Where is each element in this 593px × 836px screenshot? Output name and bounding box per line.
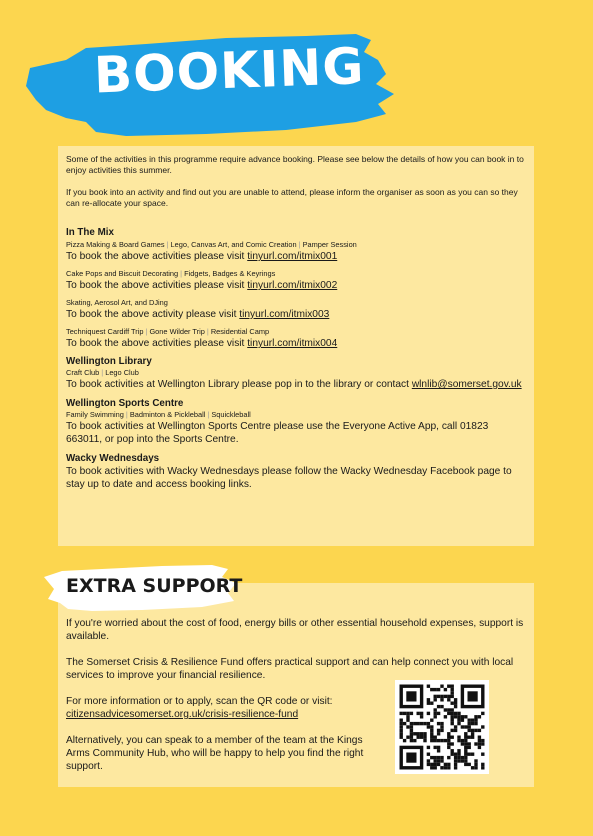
qr-module bbox=[427, 763, 430, 766]
qr-module bbox=[461, 715, 464, 718]
qr-module bbox=[457, 753, 460, 756]
qr-module bbox=[464, 753, 467, 756]
qr-module bbox=[478, 715, 481, 718]
qr-module bbox=[457, 736, 460, 739]
mix-activities bbox=[66, 240, 526, 250]
support-p4: Alternatively, you can speak to a member of the team at the Kings Arms Community Hub, who will be happy to help you find the right support. bbox=[66, 735, 364, 772]
qr-module bbox=[410, 729, 413, 732]
qr-module bbox=[451, 708, 454, 711]
qr-module bbox=[468, 691, 478, 701]
qr-module bbox=[464, 725, 467, 728]
qr-module bbox=[410, 712, 413, 715]
mix-activity: Pizza Making & Board Games bbox=[66, 240, 165, 249]
qr-module bbox=[440, 729, 443, 732]
qr-module bbox=[468, 763, 471, 766]
qr-module bbox=[471, 753, 474, 756]
qr-module bbox=[440, 759, 443, 762]
qr-module bbox=[454, 766, 457, 769]
sports-activities bbox=[66, 410, 526, 420]
library-activity: Lego Club bbox=[105, 368, 139, 377]
qr-module bbox=[447, 695, 450, 698]
qr-module bbox=[447, 763, 450, 766]
qr-module bbox=[417, 732, 420, 735]
qr-module bbox=[447, 739, 450, 742]
qr-module bbox=[451, 712, 454, 715]
separator: | bbox=[125, 410, 128, 419]
qr-module bbox=[444, 695, 447, 698]
qr-module bbox=[444, 715, 447, 718]
qr-module bbox=[437, 712, 440, 715]
qr-module bbox=[434, 759, 437, 762]
qr-module bbox=[461, 742, 464, 745]
qr-module bbox=[464, 742, 467, 745]
qr-module bbox=[474, 742, 477, 745]
support-title: EXTRA SUPPORT bbox=[66, 575, 243, 597]
qr-module bbox=[427, 698, 430, 701]
qr-module bbox=[481, 712, 484, 715]
mix-activities bbox=[66, 327, 526, 337]
qr-module bbox=[440, 698, 443, 701]
qr-module bbox=[457, 712, 460, 715]
qr-module bbox=[406, 753, 416, 763]
qr-module bbox=[434, 736, 437, 739]
qr-module bbox=[400, 719, 403, 722]
sports-activity: Badminton & Pickleball bbox=[129, 410, 206, 419]
qr-module bbox=[451, 722, 454, 725]
mix-group bbox=[66, 327, 526, 350]
qr-module bbox=[440, 756, 443, 759]
qr-module bbox=[461, 719, 464, 722]
qr-module bbox=[454, 702, 457, 705]
qr-module bbox=[434, 715, 437, 718]
qr-module bbox=[457, 739, 460, 742]
support-link[interactable]: citizensadvicesomerset.org.uk/crisis-resilience-fund bbox=[66, 709, 299, 720]
sports-text: To book activities at Wellington Sports Centre please use the Everyone Active App, call 01823 663011, or pop into the Sports Centre. bbox=[66, 421, 489, 445]
qr-module bbox=[447, 698, 450, 701]
qr-module bbox=[440, 695, 443, 698]
qr-module bbox=[410, 736, 413, 739]
qr-module bbox=[430, 702, 433, 705]
qr-module bbox=[451, 742, 454, 745]
mix-booking-link[interactable]: tinyurl.com/itmix002 bbox=[247, 280, 338, 291]
separator: | bbox=[166, 240, 169, 249]
qr-module bbox=[437, 763, 440, 766]
sports-activity: Squickleball bbox=[211, 410, 251, 419]
qr-module bbox=[410, 732, 413, 735]
qr-module bbox=[437, 739, 440, 742]
qr-module bbox=[413, 732, 416, 735]
qr-module bbox=[471, 736, 474, 739]
separator: | bbox=[101, 368, 104, 377]
qr-module bbox=[427, 722, 430, 725]
qr-module bbox=[434, 712, 437, 715]
qr-module bbox=[454, 756, 457, 759]
qr-module bbox=[427, 712, 430, 715]
mix-group bbox=[66, 240, 526, 263]
qr-module bbox=[406, 725, 409, 728]
mix-activity: Cake Pops and Biscuit Decorating bbox=[66, 269, 179, 278]
qr-module bbox=[464, 759, 467, 762]
qr-module bbox=[447, 736, 450, 739]
qr-module bbox=[420, 712, 423, 715]
qr-module bbox=[444, 688, 447, 691]
library-text-body: To book activities at Wellington Library please pop in to the library or contact bbox=[66, 379, 412, 390]
qr-module bbox=[451, 719, 454, 722]
qr-module bbox=[481, 725, 484, 728]
mix-activity: Fidgets, Badges & Keyrings bbox=[184, 269, 276, 278]
qr-module bbox=[440, 739, 443, 742]
qr-module bbox=[423, 736, 426, 739]
qr-module bbox=[451, 695, 454, 698]
qr-module bbox=[437, 695, 440, 698]
qr-module bbox=[430, 688, 433, 691]
mix-booking-body: To book the above activity please visit bbox=[66, 309, 240, 320]
qr-module bbox=[478, 729, 481, 732]
mix-activity: Skating, Aerosol Art, and DJing bbox=[66, 298, 168, 307]
qr-code[interactable] bbox=[395, 680, 489, 774]
wacky-text: To book activities with Wacky Wednesdays please follow the Wacky Wednesday Facebook page to stay up to date and access booking links. bbox=[66, 466, 512, 490]
qr-module bbox=[440, 685, 443, 688]
mix-activities bbox=[66, 269, 526, 279]
qr-module bbox=[471, 766, 474, 769]
mix-activity: Lego, Canvas Art, and Comic Creation bbox=[170, 240, 297, 249]
qr-module bbox=[434, 739, 437, 742]
qr-module bbox=[444, 763, 447, 766]
qr-module bbox=[478, 739, 481, 742]
qr-module bbox=[420, 732, 423, 735]
qr-module bbox=[444, 766, 447, 769]
qr-module bbox=[468, 729, 471, 732]
separator: | bbox=[145, 327, 148, 336]
qr-module bbox=[457, 722, 460, 725]
qr-module bbox=[400, 722, 403, 725]
qr-module bbox=[444, 739, 447, 742]
qr-module bbox=[451, 688, 454, 691]
qr-module bbox=[427, 746, 430, 749]
qr-module bbox=[474, 719, 477, 722]
support-p2: The Somerset Crisis & Resilience Fund offers practical support and can help connect you with local services to improve your financial resilience. bbox=[66, 657, 514, 681]
mix-booking-text bbox=[66, 308, 526, 321]
qr-module bbox=[447, 712, 450, 715]
separator: | bbox=[207, 410, 210, 419]
qr-module bbox=[481, 763, 484, 766]
qr-module bbox=[400, 732, 403, 735]
qr-module bbox=[420, 736, 423, 739]
qr-module bbox=[471, 719, 474, 722]
qr-module bbox=[457, 759, 460, 762]
qr-module bbox=[451, 702, 454, 705]
qr-module bbox=[457, 756, 460, 759]
qr-module bbox=[468, 753, 471, 756]
qr-module bbox=[454, 759, 457, 762]
qr-module bbox=[474, 766, 477, 769]
booking-panel bbox=[58, 146, 534, 546]
qr-module bbox=[420, 715, 423, 718]
qr-module bbox=[481, 739, 484, 742]
qr-module bbox=[468, 722, 471, 725]
booking-title: BOOKING bbox=[93, 37, 366, 105]
qr-module bbox=[430, 739, 433, 742]
qr-module bbox=[478, 746, 481, 749]
qr-module bbox=[434, 763, 437, 766]
qr-module bbox=[461, 759, 464, 762]
qr-module bbox=[427, 753, 430, 756]
mix-booking-text bbox=[66, 337, 526, 350]
qr-module bbox=[437, 746, 440, 749]
qr-module bbox=[454, 705, 457, 708]
qr-module bbox=[430, 756, 433, 759]
qr-module bbox=[447, 685, 450, 688]
separator: | bbox=[206, 327, 209, 336]
library-activities bbox=[66, 368, 526, 378]
mix-booking-body: To book the above activities please visit bbox=[66, 338, 248, 349]
mix-group bbox=[66, 269, 526, 292]
qr-module bbox=[447, 732, 450, 735]
mix-booking-link[interactable]: tinyurl.com/itmix004 bbox=[247, 338, 338, 349]
in-the-mix-title: In The Mix bbox=[66, 227, 114, 238]
qr-module bbox=[457, 749, 460, 752]
qr-module bbox=[437, 705, 440, 708]
sports-title: Wellington Sports Centre bbox=[66, 398, 184, 409]
qr-module bbox=[434, 688, 437, 691]
qr-module bbox=[481, 742, 484, 745]
mix-booking-link[interactable]: tinyurl.com/itmix001 bbox=[247, 251, 338, 262]
qr-module bbox=[454, 753, 457, 756]
support-p3: For more information or to apply, scan the QR code or visit: bbox=[66, 696, 333, 707]
qr-module bbox=[464, 736, 467, 739]
qr-module bbox=[447, 756, 450, 759]
qr-module bbox=[440, 725, 443, 728]
in-the-mix-groups bbox=[66, 240, 526, 350]
qr-module bbox=[447, 708, 450, 711]
library-email-link[interactable]: wlnlib@somerset.gov.uk bbox=[411, 379, 522, 390]
qr-module bbox=[410, 722, 413, 725]
qr-module bbox=[434, 708, 437, 711]
qr-module bbox=[461, 756, 464, 759]
qr-module bbox=[437, 729, 440, 732]
qr-module bbox=[406, 719, 409, 722]
wacky-title: Wacky Wednesdays bbox=[66, 453, 160, 464]
qr-module bbox=[430, 736, 433, 739]
qr-module bbox=[403, 739, 406, 742]
library-title: Wellington Library bbox=[66, 356, 152, 367]
mix-activity: Pamper Session bbox=[302, 240, 357, 249]
mix-group bbox=[66, 298, 526, 321]
qr-module bbox=[423, 739, 426, 742]
qr-module bbox=[430, 763, 433, 766]
qr-module bbox=[474, 729, 477, 732]
qr-module bbox=[481, 753, 484, 756]
qr-module bbox=[437, 722, 440, 725]
separator: | bbox=[180, 269, 183, 278]
qr-module bbox=[471, 732, 474, 735]
qr-module bbox=[454, 763, 457, 766]
qr-module bbox=[427, 685, 430, 688]
qr-module bbox=[403, 722, 406, 725]
qr-module bbox=[403, 712, 406, 715]
qr-module bbox=[440, 722, 443, 725]
qr-module bbox=[434, 698, 437, 701]
qr-module bbox=[454, 715, 457, 718]
qr-module bbox=[468, 746, 471, 749]
qr-module bbox=[434, 746, 437, 749]
qr-module bbox=[437, 688, 440, 691]
qr-module bbox=[413, 739, 416, 742]
qr-module bbox=[427, 702, 430, 705]
support-p1: If you're worried about the cost of food, energy bills or other essential household expenses, support is available. bbox=[66, 618, 524, 642]
mix-activities bbox=[66, 298, 526, 308]
sports-activity: Family Swimming bbox=[66, 410, 124, 419]
qr-module bbox=[464, 749, 467, 752]
qr-module bbox=[437, 732, 440, 735]
qr-module bbox=[417, 722, 420, 725]
qr-module bbox=[427, 759, 430, 762]
qr-module bbox=[410, 725, 413, 728]
mix-booking-body: To book the above activities please visit bbox=[66, 251, 248, 262]
qr-module bbox=[437, 749, 440, 752]
qr-module bbox=[434, 756, 437, 759]
qr-module bbox=[427, 725, 430, 728]
qr-module bbox=[423, 722, 426, 725]
qr-module bbox=[447, 742, 450, 745]
booking-cancel-note: If you book into an activity and find out you are unable to attend, please inform the organiser as soon as you can so they can re-allocate your space. bbox=[66, 187, 518, 208]
qr-module bbox=[451, 736, 454, 739]
qr-module bbox=[457, 715, 460, 718]
qr-module bbox=[474, 715, 477, 718]
qr-module bbox=[454, 725, 457, 728]
qr-module bbox=[440, 766, 443, 769]
qr-module bbox=[437, 756, 440, 759]
library-text bbox=[66, 378, 526, 391]
qr-module bbox=[447, 766, 450, 769]
qr-module bbox=[400, 729, 403, 732]
qr-module bbox=[417, 712, 420, 715]
mix-booking-body: To book the above activities please visit bbox=[66, 280, 248, 291]
qr-module bbox=[464, 732, 467, 735]
qr-module bbox=[451, 685, 454, 688]
qr-module bbox=[413, 722, 416, 725]
qr-module bbox=[451, 729, 454, 732]
qr-module bbox=[474, 759, 477, 762]
qr-module bbox=[468, 742, 471, 745]
qr-module bbox=[464, 715, 467, 718]
qr-module bbox=[468, 719, 471, 722]
qr-module bbox=[447, 746, 450, 749]
mix-booking-link[interactable]: tinyurl.com/itmix003 bbox=[239, 309, 330, 320]
separator: | bbox=[298, 240, 301, 249]
mix-booking-text bbox=[66, 250, 526, 263]
qr-module bbox=[430, 729, 433, 732]
qr-module bbox=[423, 732, 426, 735]
qr-module bbox=[406, 736, 409, 739]
mix-activity: Techniquest Cardiff Trip bbox=[66, 327, 144, 336]
library-activity: Craft Club bbox=[66, 368, 100, 377]
qr-module bbox=[400, 725, 403, 728]
qr-module bbox=[434, 695, 437, 698]
qr-module bbox=[471, 729, 474, 732]
qr-module bbox=[471, 722, 474, 725]
qr-module bbox=[454, 712, 457, 715]
qr-module bbox=[410, 739, 413, 742]
qr-module bbox=[434, 766, 437, 769]
qr-module bbox=[440, 705, 443, 708]
qr-module bbox=[430, 766, 433, 769]
qr-module bbox=[451, 749, 454, 752]
qr-module bbox=[468, 736, 471, 739]
qr-module bbox=[468, 725, 471, 728]
qr-module bbox=[420, 722, 423, 725]
qr-module bbox=[474, 763, 477, 766]
qr-module bbox=[430, 719, 433, 722]
qr-module bbox=[451, 691, 454, 694]
mix-activity: Gone Wilder Trip bbox=[149, 327, 205, 336]
mix-booking-text bbox=[66, 279, 526, 292]
qr-module bbox=[437, 759, 440, 762]
qr-module bbox=[454, 729, 457, 732]
qr-module bbox=[454, 698, 457, 701]
qr-module bbox=[417, 736, 420, 739]
qr-module bbox=[430, 725, 433, 728]
qr-module bbox=[406, 715, 409, 718]
qr-module bbox=[400, 712, 403, 715]
qr-module bbox=[464, 756, 467, 759]
qr-module bbox=[444, 708, 447, 711]
qr-module bbox=[474, 722, 477, 725]
qr-module bbox=[464, 739, 467, 742]
qr-module bbox=[478, 736, 481, 739]
booking-intro: Some of the activities in this programme require advance booking. Please see below the details of how you can book in to enjoy activities this summer. bbox=[66, 154, 524, 175]
qr-module bbox=[406, 712, 409, 715]
qr-module bbox=[461, 739, 464, 742]
qr-module bbox=[464, 763, 467, 766]
mix-activity: Residential Camp bbox=[210, 327, 270, 336]
qr-module bbox=[406, 691, 416, 701]
qr-module bbox=[461, 725, 464, 728]
qr-module bbox=[457, 719, 460, 722]
qr-module bbox=[464, 746, 467, 749]
qr-module bbox=[451, 753, 454, 756]
qr-module bbox=[451, 715, 454, 718]
qr-module bbox=[400, 736, 403, 739]
qr-module bbox=[478, 742, 481, 745]
qr-module bbox=[481, 766, 484, 769]
qr-module bbox=[430, 732, 433, 735]
